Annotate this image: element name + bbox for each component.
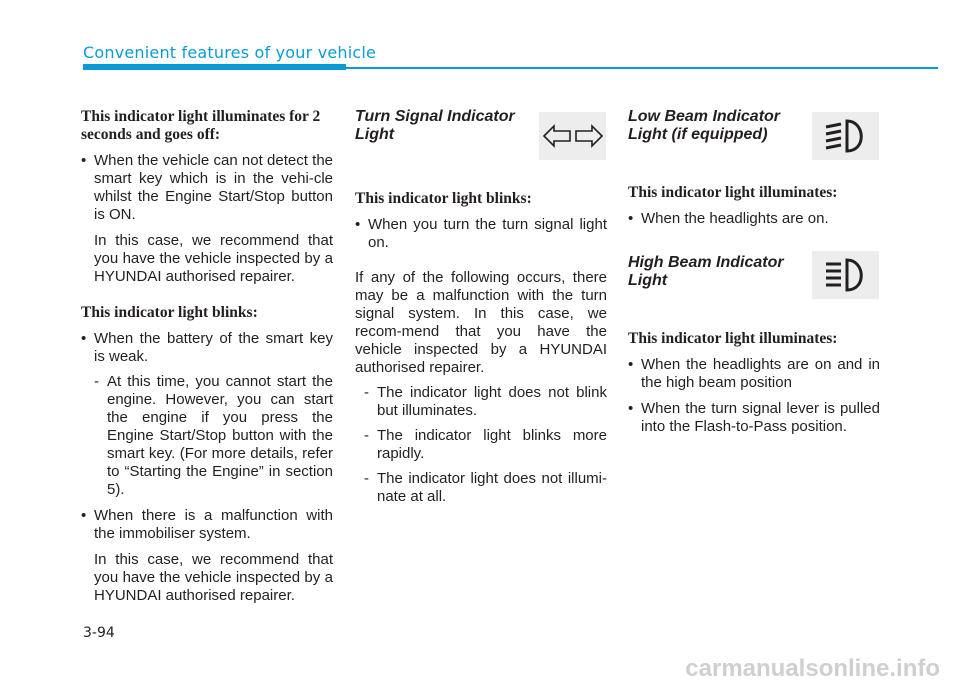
dash-illuminates: - The indicator light does not blink but illuminates.	[355, 384, 607, 420]
heading-blinks: This indicator light blinks:	[81, 304, 258, 321]
bullet-immobiliser-malfunction: • When there is a malfunction with the immobiliser system.	[81, 507, 333, 543]
turn-signal-arrows-icon	[539, 112, 606, 160]
para-inspection-2: In this case, we recommend that you have the vehicle inspected by a HYUNDAI authorised repairer.	[94, 551, 333, 604]
heading-high-illuminates: This indicator light illuminates:	[628, 330, 838, 347]
page-number: 3-94	[83, 625, 115, 641]
section-header-title: Convenient features of your vehicle	[83, 43, 377, 62]
dash-not-illuminate: - The indicator light does not illumi-nate at all.	[355, 470, 607, 506]
column-turn-signal	[355, 108, 607, 506]
bullet-smart-key-not-detected: • When the vehicle can not detect the smart key which is in the vehi-cle whilst the Engine Start/Stop button is ON.	[81, 152, 333, 224]
heading-turn-blinks: This indicator light blinks:	[355, 190, 532, 207]
bullet-headlights-on: • When the headlights are on.	[628, 210, 880, 228]
header-rule-accent	[83, 64, 346, 70]
dash-cannot-start: - At this time, you cannot start the engine. However, you can start the engine if you press the Engine Start/Stop button with the smart key. (For more details, refer to “Starting the Engine” in section 5).	[81, 373, 333, 499]
title-high-beam: High Beam Indicator Light	[628, 254, 784, 289]
low-beam-headlight-icon	[812, 112, 879, 160]
bullet-high-beam-position: • When the headlights are on and in the high beam position	[628, 356, 880, 392]
column-smart-key	[81, 108, 333, 605]
para-turn-malfunction: If any of the following occurs, there may be a malfunction with the turn signal system. In this case, we recom-mend that you have the vehicle inspected by a HYUNDAI authorised repairer.	[355, 269, 607, 376]
title-low-beam: Low Beam Indicator Light (if equipped)	[628, 108, 781, 143]
high-beam-headlight-icon	[812, 251, 879, 299]
bullet-turn-on: • When you turn the turn signal light on.	[355, 216, 607, 252]
dash-blinks-rapidly: - The indicator light blinks more rapidly.	[355, 427, 607, 463]
para-inspection-1: In this case, we recommend that you have the vehicle inspected by a HYUNDAI authorised repairer.	[94, 232, 333, 285]
title-turn-signal: Turn Signal Indicator Light	[355, 108, 515, 143]
heading-low-illuminates: This indicator light illuminates:	[628, 184, 838, 201]
watermark: carmanualsonline.info	[685, 655, 940, 682]
bullet-battery-weak: • When the battery of the smart key is weak.	[81, 330, 333, 366]
heading-illuminates-2-seconds: This indicator light illuminates for 2 seconds and goes off:	[81, 108, 321, 143]
bullet-flash-to-pass: • When the turn signal lever is pulled into the Flash-to-Pass position.	[628, 400, 880, 436]
